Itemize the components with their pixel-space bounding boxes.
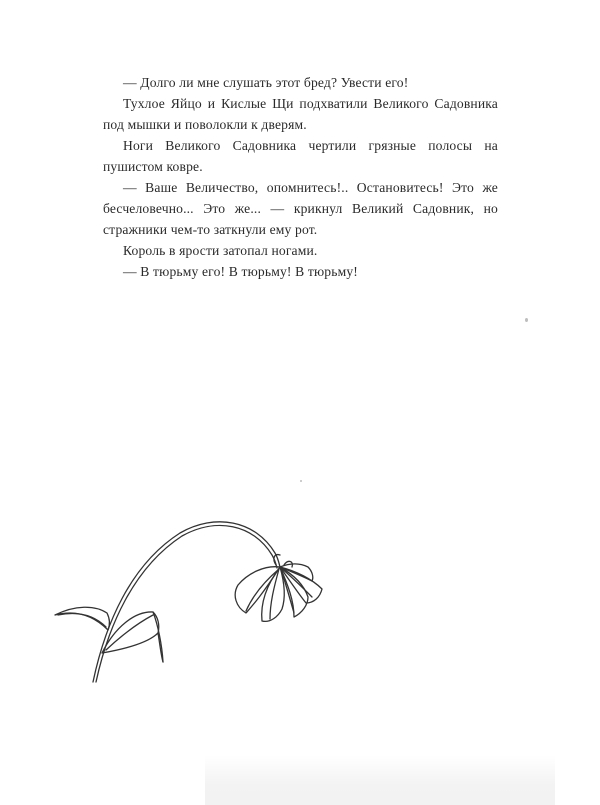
paragraph: Тухлое Яйцо и Кислые Щи подхватили Великого Садовника под мышки и поволокли к дверям. bbox=[103, 96, 498, 132]
paragraph: — В тюрьму его! В тюрьму! В тюрьму! bbox=[123, 264, 358, 279]
scan-speck bbox=[300, 480, 302, 482]
scan-shadow bbox=[205, 755, 555, 805]
paragraph: Ноги Великого Садовника чертили грязные полосы на пушистом ковре. bbox=[103, 138, 498, 174]
story-text bbox=[103, 72, 498, 282]
flower-illustration bbox=[50, 505, 350, 705]
flower-stem bbox=[93, 522, 280, 682]
paragraph: — Долго ли мне слушать этот бред? Увести его! bbox=[123, 75, 409, 90]
paragraph: — Ваше Величество, опомнитесь!.. Остановитесь! Это же бесчеловечно... Это же... — крикнул Великий Садовник, но стражники чем-то заткнули ему рот. bbox=[103, 180, 498, 237]
paragraph: Король в ярости затопал ногами. bbox=[123, 243, 318, 258]
leaf-left bbox=[55, 607, 109, 630]
flower-drawing bbox=[50, 505, 350, 705]
scan-speck bbox=[525, 318, 528, 322]
